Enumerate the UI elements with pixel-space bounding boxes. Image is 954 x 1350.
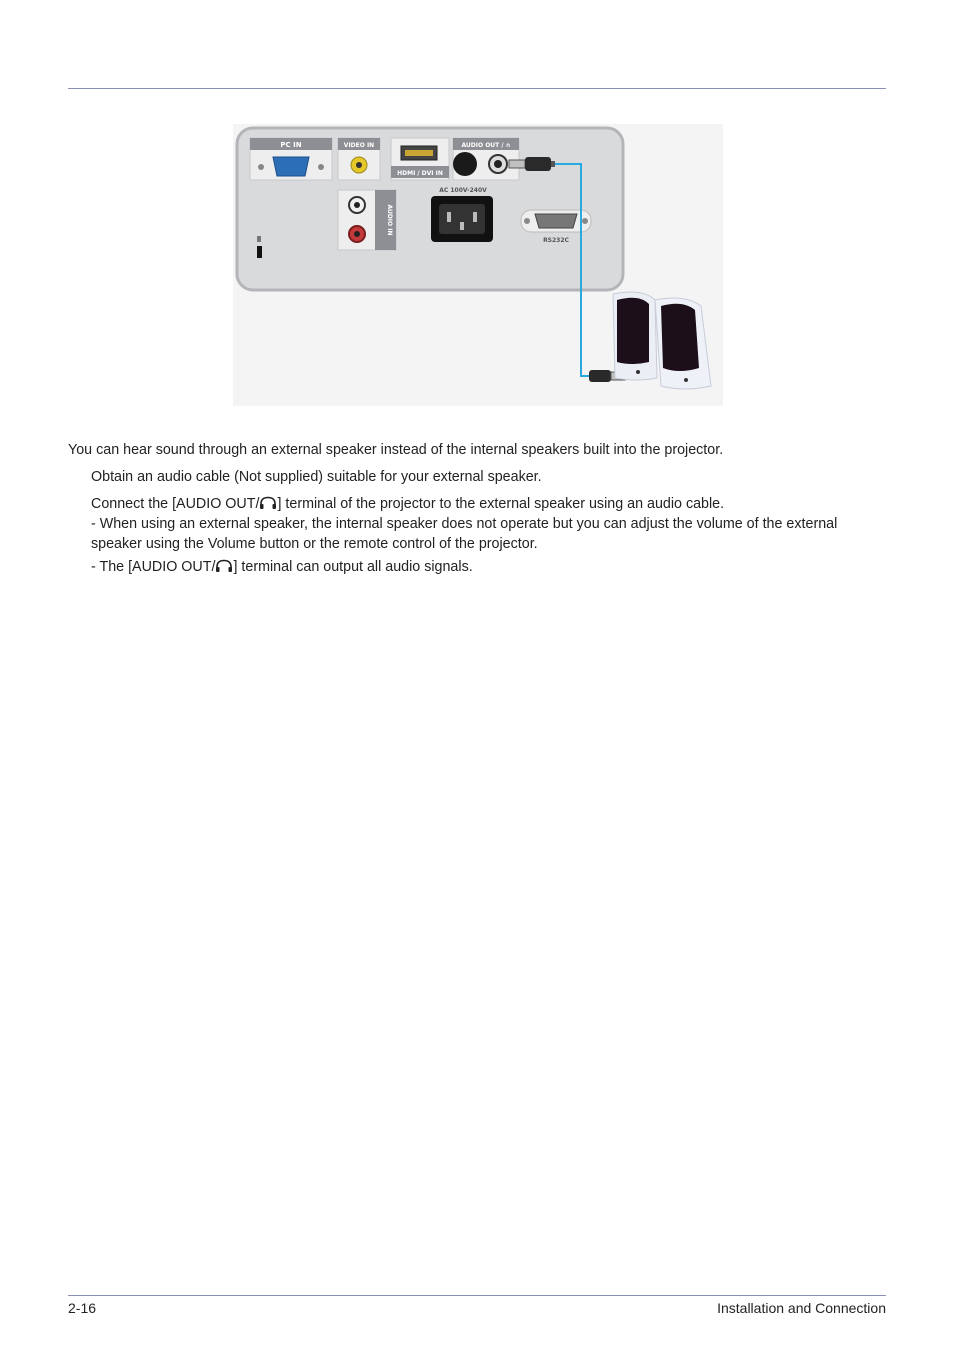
step-connect-cable	[91, 494, 881, 554]
step-obtain-cable: Obtain an audio cable (Not supplied) suitable for your external speaker.	[91, 469, 542, 485]
audio-in-label: AUDIO IN	[386, 204, 393, 236]
pc-in-label: PC IN	[280, 141, 302, 149]
note-audio-signals	[91, 557, 473, 577]
note-audio-before: - The [AUDIO OUT/	[91, 559, 216, 575]
video-in-label: VIDEO IN	[343, 142, 375, 149]
step-connect-after: ] terminal of the projector to the external speaker using an audio cable.	[277, 496, 725, 512]
headphone-icon	[215, 559, 233, 573]
audio-out-label: AUDIO OUT / ∩	[461, 142, 511, 149]
speaker-left	[613, 292, 657, 380]
rs232c-label: RS232C	[543, 237, 569, 244]
audio-out-port	[453, 138, 519, 180]
audio-in-port	[338, 190, 396, 250]
page-number: 2-16	[68, 1300, 97, 1316]
step-connect-before: Connect the [AUDIO OUT/	[91, 496, 260, 512]
projector-speaker-illustration	[233, 124, 723, 406]
section-title: Installation and Connection	[717, 1300, 886, 1316]
hdmi-dvi-in-port	[391, 138, 449, 180]
pc-in-port	[250, 138, 332, 180]
intro-paragraph: You can hear sound through an external speaker instead of the internal speakers built into the projector.	[68, 442, 724, 458]
video-in-port	[338, 138, 380, 180]
note-internal-speaker-cont: speaker using the Volume button or the remote control of the projector.	[91, 536, 538, 552]
note-audio-after: ] terminal can output all audio signals.	[233, 559, 473, 575]
ac-label: AC 100V-240V	[439, 187, 487, 194]
headphone-icon	[259, 496, 277, 510]
header-rule	[68, 88, 886, 89]
footer-rule	[68, 1295, 886, 1296]
step-connect-line	[91, 494, 881, 514]
note-internal-speaker: - When using an external speaker, the internal speaker does not operate but you can adjust the volume of the external	[91, 516, 838, 532]
hdmi-label: HDMI / DVI IN	[397, 170, 443, 177]
connection-diagram	[233, 124, 723, 406]
